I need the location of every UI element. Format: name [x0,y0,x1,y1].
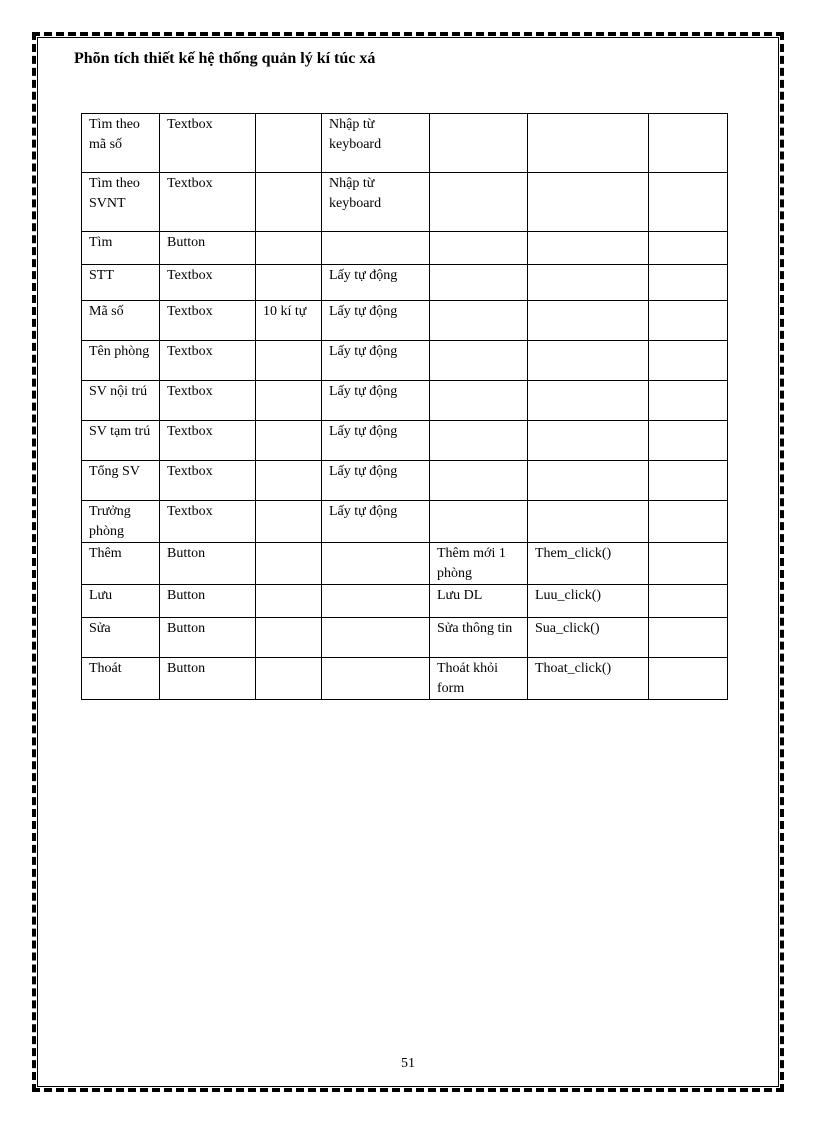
table-cell [430,114,528,173]
table-cell: Textbox [160,421,256,461]
table-cell: Nhập từ keyboard [322,173,430,232]
table-cell [649,232,728,265]
table-cell: 10 kí tự [256,301,322,341]
control-spec-table [81,113,728,700]
table-cell: SV tạm trú [82,421,160,461]
table-cell: Textbox [160,114,256,173]
table-cell [256,421,322,461]
table-cell: Them_click() [528,543,649,585]
table-cell [649,301,728,341]
table-cell: Thêm [82,543,160,585]
table-cell: Tìm [82,232,160,265]
table-cell [649,618,728,658]
table-row [82,173,728,232]
table-cell [256,585,322,618]
table-cell [430,501,528,543]
table-cell [649,461,728,501]
table-cell [528,173,649,232]
table-cell [256,658,322,700]
table-cell [256,265,322,301]
table-cell [528,341,649,381]
table-cell: Button [160,232,256,265]
table-cell: Nhập từ keyboard [322,114,430,173]
table-cell [649,341,728,381]
table-cell [256,341,322,381]
table-cell: Textbox [160,381,256,421]
table-cell: Tổng SV [82,461,160,501]
table-cell [256,114,322,173]
table-cell [528,232,649,265]
table-cell [528,301,649,341]
table-cell [528,501,649,543]
table-cell: Mã số [82,301,160,341]
table-cell [322,585,430,618]
table-cell [256,173,322,232]
table-cell: Thoát khỏi form [430,658,528,700]
table-row [82,658,728,700]
table-row [82,461,728,501]
table-row [82,341,728,381]
table-cell [430,265,528,301]
table-cell [322,543,430,585]
table-cell [649,543,728,585]
table-cell: Lưu DL [430,585,528,618]
table-cell: Textbox [160,341,256,381]
page-number: 51 [401,1056,415,1071]
table-cell [649,421,728,461]
table-cell: Lấy tự động [322,421,430,461]
table-cell [649,585,728,618]
table-cell [256,543,322,585]
table-cell [256,461,322,501]
table-cell [322,618,430,658]
table-cell: Trưởng phòng [82,501,160,543]
table-cell [649,265,728,301]
table-cell [322,232,430,265]
table-cell [649,114,728,173]
table-cell [256,618,322,658]
table-cell: Lấy tự động [322,381,430,421]
table-cell: Thêm mới 1 phòng [430,543,528,585]
table-cell: Lấy tự động [322,501,430,543]
table-row [82,501,728,543]
table-row [82,114,728,173]
table-cell [528,421,649,461]
table-cell [528,265,649,301]
table-cell [528,114,649,173]
table-cell [528,461,649,501]
table-cell: Lấy tự động [322,301,430,341]
table-cell: Button [160,543,256,585]
table-cell: Sửa thông tin [430,618,528,658]
table-cell: Lấy tự động [322,265,430,301]
table-cell: STT [82,265,160,301]
table-cell [256,232,322,265]
table-cell: Tìm theo mã số [82,114,160,173]
table-row [82,421,728,461]
table-cell [430,381,528,421]
table-cell [256,381,322,421]
table-cell: Textbox [160,173,256,232]
table-cell [649,658,728,700]
table-row [82,618,728,658]
table-cell: Thoát [82,658,160,700]
table-cell: Sua_click() [528,618,649,658]
table-cell [256,501,322,543]
table-cell: Tìm theo SVNT [82,173,160,232]
table-cell [322,658,430,700]
table-cell [430,173,528,232]
table-cell [649,501,728,543]
table-row [82,585,728,618]
table-cell: Button [160,618,256,658]
table-cell [430,232,528,265]
table-row [82,543,728,585]
table-cell: SV nội trú [82,381,160,421]
table-cell: Lưu [82,585,160,618]
table-row [82,232,728,265]
table-row [82,381,728,421]
table-cell: Textbox [160,301,256,341]
table-row [82,301,728,341]
table-cell: Button [160,658,256,700]
table-cell: Thoat_click() [528,658,649,700]
table-cell [649,173,728,232]
table-cell [430,341,528,381]
table-cell: Sửa [82,618,160,658]
table-cell: Button [160,585,256,618]
table-cell [430,461,528,501]
table-cell [649,381,728,421]
page-header-title: Phõn tích thiết kế hệ thống quản lý kí túc xá [74,50,376,67]
table-cell [528,381,649,421]
table-cell: Textbox [160,265,256,301]
table-cell: Lấy tự động [322,461,430,501]
table-cell: Textbox [160,501,256,543]
table-cell: Textbox [160,461,256,501]
table-cell: Luu_click() [528,585,649,618]
table-cell: Lấy tự động [322,341,430,381]
table-row [82,265,728,301]
table-cell [430,421,528,461]
table-cell: Tên phòng [82,341,160,381]
table-cell [430,301,528,341]
